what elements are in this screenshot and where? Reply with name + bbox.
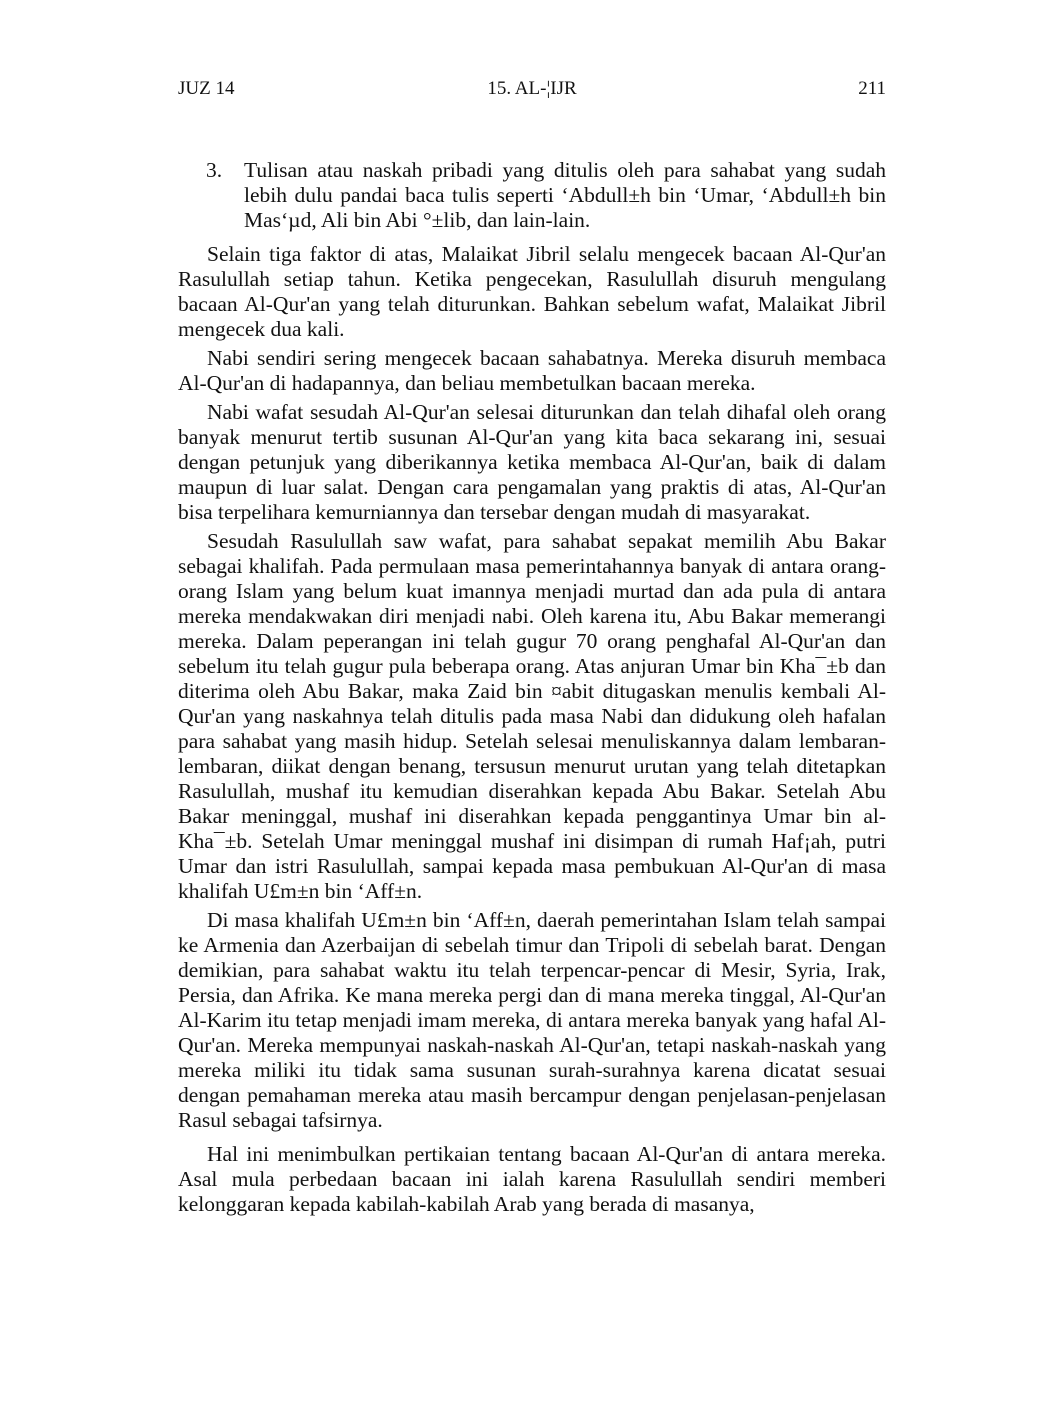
paragraph-pertikaian: Hal ini menimbulkan pertikaian tentang bacaan Al-Qur'an di antara mereka. Asal mula perbedaan bacaan ini ialah karena Rasulullah sendiri memberi kelonggaran kepada kabilah-kabilah Arab yang berada di masanya, [178,1142,886,1216]
page-body [178,158,886,1217]
paragraph-nabi-wafat: Nabi wafat sesudah Al-Qur'an selesai diturunkan dan telah dihafal oleh orang banyak menurut tertib susunan Al-Qur'an yang kita baca sekarang ini, sesuai dengan petunjuk yang diberikannya ketika membaca Al-Qur'an, baik di dalam maupun di luar salat. Dengan cara pengamalan yang praktis di atas, Al-Qur'an bisa terpelihara kemurniannya dan tersebar dengan mudah di masyarakat. [178,400,886,524]
paragraph-abu-bakar: Sesudah Rasulullah saw wafat, para sahabat sepakat memilih Abu Bakar sebagai khalifah. Pada permulaan masa pemerintahannya banyak di antara orang-orang Islam yang belum kuat imannya menjadi murtad dan ada pula di antara mereka mendakwakan diri menjadi nabi. Oleh karena itu, Abu Bakar memerangi mereka. Dalam peperangan ini telah gugur 70 orang penghafal Al-Qur'an dan sebelum itu telah gugur pula beberapa orang. Atas anjuran Umar bin Kha¯±b dan diterima oleh Abu Bakar, maka Zaid bin ¤abit ditugaskan menulis kembali Al-Qur'an yang naskahnya telah ditulis pada masa Nabi dan didukung oleh hafalan para sahabat yang masih hidup. Setelah selesai menuliskannya dalam lembaran-lembaran, diikat dengan benang, tersusun menurut urutan yang telah ditetapkan Rasulullah, mushaf itu kemudian diserahkan kepada Abu Bakar. Setelah Abu Bakar meninggal, mushaf ini diserahkan kepada penggantinya Umar bin al-Kha¯±b. Setelah Umar meninggal mushaf ini disimpan di rumah Haf¡ah, putri Umar dan istri Rasulullah, sampai kepada masa pembukuan Al-Qur'an di masa khalifah U£m±n bin ‘Aff±n. [178,529,886,903]
paragraph-nabi-check: Nabi sendiri sering mengecek bacaan sahabatnya. Mereka disuruh membaca Al-Qur'an di hadapannya, dan beliau membetulkan bacaan mereka. [178,346,886,395]
paragraph-jibril-check: Selain tiga faktor di atas, Malaikat Jibril selalu mengecek bacaan Al-Qur'an Rasulullah setiap tahun. Ketika pengecekan, Rasulullah disuruh mengulang bacaan Al-Qur'an yang telah diturunkan. Bahkan sebelum wafat, Malaikat Jibril mengecek dua kali. [178,242,886,341]
page-number: 211 [858,78,886,99]
paragraph-usman: Di masa khalifah U£m±n bin ‘Aff±n, daerah pemerintahan Islam telah sampai ke Armenia dan Azerbaijan di sebelah timur dan Tripoli di sebelah barat. Dengan demikian, para sahabat waktu itu telah terpencar-pencar di Mesir, Syria, Irak, Persia, dan Afrika. Ke mana mereka pergi dan di mana mereka tinggal, Al-Qur'an Al-Karim itu tetap menjadi imam mereka, di antara mereka banyak yang hafal Al-Qur'an. Mereka mempunyai naskah-naskah Al-Qur'an, tetapi naskah-naskah yang mereka miliki itu tidak sama susunan surah-surahnya karena dicatat sesuai dengan pemahaman mereka atau masih bercampur dengan penjelasan-penjelasan Rasul sebagai tafsirnya. [178,908,886,1132]
list-item-text: Tulisan atau naskah pribadi yang ditulis oleh para sahabat yang sudah lebih dulu pandai baca tulis seperti ‘Abdull±h bin ‘Umar, ‘Abdull±h bin Mas‘µd, Ali bin Abi °±lib, dan lain-lain. [244,158,886,232]
numbered-list-item [178,158,886,233]
juz-label: JUZ 14 [178,78,235,99]
running-header [178,76,886,102]
surah-title: 15. AL-¦IJR [487,78,577,99]
list-item-number: 3. [206,158,223,182]
